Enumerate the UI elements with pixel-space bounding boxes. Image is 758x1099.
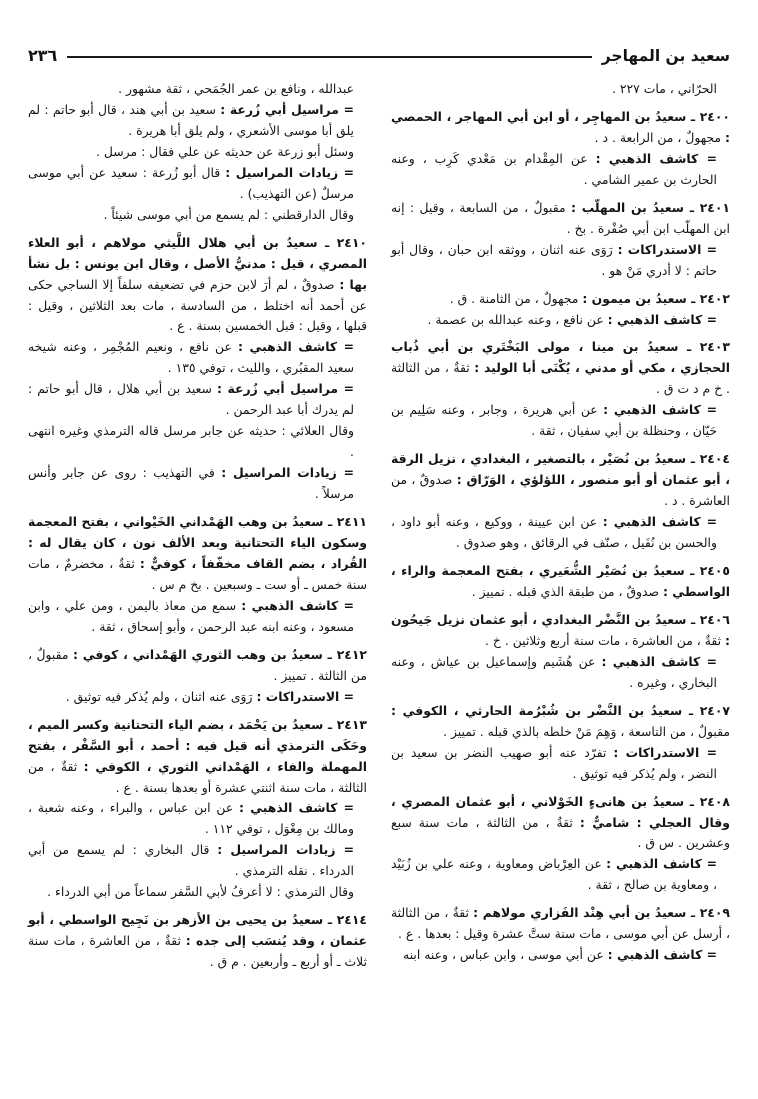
entry-body: ثقةٌ ، من الثالثة . خ م د ت ق . [391,360,730,397]
entry-body: ثقةٌ ، مخضرمٌ ، مات سنة خمس ـ أو ست ـ وسبعين . بخ م س . [28,555,367,592]
continuation-line: عبدالله ، ونافع بن عمر الجُمَحي ، ثقة مشهور . [118,81,354,96]
continuation-line: الحرّاني ، مات ٢٢٧ . [611,81,717,96]
entry-body: مقبولٌ ، من السابعة ، وقيل : إنه ابن المهلّب ابن أبي صُفْرة . بخ . [391,199,730,236]
column-left [28,79,367,973]
note-kashif [391,149,730,191]
note-istidrakat [28,687,367,708]
note-source: = كاشف الذهبي : [607,311,717,327]
continuation-line: وقال العلائي : حديثه عن جابر مرسل قاله الترمذي وغيره انتهى . [28,423,354,460]
note-kashif [28,798,367,840]
note-source: = كاشف الذهبي : [606,856,717,872]
note-text: عن العِرْباض ومعاوية ، وعنه علي بن زُبَيْد ، ومعاوية بن صالح ، ثقة . [391,856,717,893]
page-header [28,46,730,65]
entry-body: ثقةٌ ، من الثالثة ، مات سنة سبع وعشرين . س ق . [391,814,730,851]
entry-2408 [391,792,730,855]
entry-body: مجهولٌ ، من الثامنة . ق . [449,290,579,306]
entry-2413 [28,715,367,799]
note-source: = الاستدراكات : [613,744,717,760]
continuation-line: وقال الدارقطني : لم يسمع من أبي موسى شيئاً . [103,206,354,222]
note-kashif [391,310,730,331]
note-source: = كاشف الذهبي : [595,150,717,166]
note-text: عن هُشَيم وإسماعيل بن عياش ، وعنه البخاري ، وغيره . [391,653,717,690]
note-source: = كاشف الذهبي : [601,653,717,669]
note-text: سعيد بن أبي هلال ، قال أبو حاتم : لم يدرك أبا عبد الرحمن . [28,381,354,418]
entry-lead: ٢٤٠٩ ـ سعيدُ بن أبي هِنْد الفَزاري مولاهم : [473,905,730,921]
text-columns [28,79,730,973]
note-kashif [391,652,730,694]
running-head: سعيد بن المهاجر [601,46,730,65]
entry-2406 [391,610,730,652]
header-rule [67,56,591,58]
entry-body: ثقةٌ ، من العاشرة ، مات سنة ثلاث ـ أو أربع ـ وأربعين . م ق . [28,933,367,970]
note-kashif [391,512,730,554]
entry-body: ثقةٌ ، من العاشرة ، مات سنة أربع وثلاثين . خ . [485,632,722,648]
entry-2402 [391,289,730,310]
note-text: رَوَى عنه اثنان ، ولم يُذكر فيه توثيق . [65,688,253,704]
note-source: = كاشف الذهبي : [238,339,354,355]
note-kashif [28,596,367,638]
note-text: قال البخاري : لم يسمع من أبي الدرداء . نقله الترمذي . [28,842,354,879]
note-ziyadat [28,840,367,882]
entry-lead: ٢٤١٠ ـ سعيدُ بن أبي هلال اللَّيثي مولاهم ، أبو العلاء المصري ، قيل : مدنيُّ الأصل ، وقال ابن يونس : بل نشأ بها : [28,234,367,292]
entry-body: مقبولٌ ، من التاسعة ، وَهِمَ مَنْ خلطه بالذي قبله . تمييز . [443,723,730,739]
note-text: عن نافع ، ونعيم المُجْمِر ، وعنه شيخه سعيد المقبُري ، والليث ، توفي ١٣٥ . [28,339,354,376]
note-text: عن المِقْدام بن مَعْدي كَرِب ، وعنه الحارث بن عمير الشامي . [391,150,717,187]
entry-body: صدوقٌ ، من العاشرة . د . [391,472,730,509]
entry-lead: ٢٤١٢ ـ سعيدُ بن وهب الثوري الهَمْداني ، كوفي : [72,646,367,662]
note-text: سمع من معاذ باليمن ، ومن علي ، وابن مسعود ، وعنه ابنه عبد الرحمن ، وأبو إسحاق ، ثقة . [28,597,354,634]
entry-body: مجهولٌ ، من الرابعة . د . [594,129,722,145]
entry-2409 [391,903,730,945]
column-right [391,79,730,973]
note-text: عن أبي هريرة ، وجابر ، وعنه سَلِيم بن حَيّان ، وحنظلة بن أبي سفيان ، ثقة . [391,402,717,439]
note-text: سعيد بن أبي هند ، قال أبو حاتم : لم يلق أبا موسى الأشعري ، ولم يلق أبا هريرة . [28,101,354,138]
entry-2410 [28,233,367,338]
note-istidrakat [391,240,730,282]
entry-2404 [391,449,730,512]
page-number: ٢٣٦ [28,46,58,65]
note-text: رَوَى عنه اثنان ، ووثقه ابن حبان ، وقال أبو حاتم : لا أدري مَنْ هو . [391,241,717,278]
note-marasil [28,100,367,142]
note-source: = زيادات المراسيل : [217,842,354,858]
entry-lead: ٢٤٠٣ ـ سعيدُ بن مينا ، مولى البَخْتَري بن أبي ذُباب الحجازي ، مكي أو مدني ، يُكْنَى أبا الوليد : [391,339,730,376]
entry-lead: ٢٤٠٦ ـ سعيدُ بن النَّضْر البغدادي ، أبو عثمان نزيل جَيحُون : [391,611,730,648]
entry-2412 [28,645,367,687]
note-source: = كاشف الذهبي : [603,402,717,418]
note-source: = كاشف الذهبي : [607,947,717,963]
note-source: = كاشف الذهبي : [602,514,717,530]
entry-lead: ٢٤١٤ ـ سعيدُ بن يحيى بن الأزهر بن نَجِيح الواسطي ، أبو عثمان ، وقد يُنسَب إلى جده : [28,912,367,949]
note-kashif [391,945,730,966]
note-istidrakat [391,743,730,785]
continuation-line: وقال الترمذي : لا أعرفُ لأبي السَّفر سماعاً من أبي الدرداء . [47,884,354,900]
note-kashif [28,337,367,379]
note-source: = مراسيل أبي زُرعة : [220,101,354,117]
note-source: = مراسيل أبي زُرعة : [217,381,354,397]
note-kashif [391,400,730,442]
note-text: عن ابن عباس ، والبراء ، وعنه شعبة ، ومالك بن مِغْوَل ، توفي ١١٢ . [28,800,354,837]
note-source: = زيادات المراسيل : [221,465,354,481]
note-source: = كاشف الذهبي : [239,800,354,816]
entry-lead: ٢٤٠٨ ـ سعيدُ بن هانىءٍ الخَوْلاني ، أبو عثمان المصري ، وقال العجلي : شاميٌّ : [391,793,730,830]
note-text: تفرّد عنه أبو صهيب النضر بن سعيد بن النضر ، ولم يُذكر فيه توثيق . [391,744,717,781]
note-ziyadat [28,463,367,505]
entry-body: مقبولٌ ، من الثالثة . تمييز . [28,646,367,683]
note-text: عن أبي موسى ، وابن عباس ، وعنه ابنه [403,947,604,963]
entry-2414 [28,910,367,973]
entry-2405 [391,561,730,603]
entry-lead: ٢٤٠٧ ـ سعيدُ بن النَّضْر بن شُبْرُمة الحارثي ، الكوفي : [391,702,730,718]
entry-body: صدوقٌ ، لم أرَ لابن حزم في تضعيفه سلفاً إلا الساجي حكى عن أحمد أنه اختلط ، من السادسة ، مات بعد الثلاثين ، وقيل : قبلها ، وقيل : قبل الخمسين بسنة . ع . [28,276,367,334]
entry-lead: ٢٤٠١ ـ سعيدُ بن المهلّب : [571,199,730,215]
note-text: في التهذيب : روى عن جابر وأنس مرسلاً . [28,465,354,502]
note-source: = الاستدراكات : [617,241,717,257]
entry-body: صدوقٌ ، من طبقة الذي قبله . تمييز . [471,583,660,599]
entry-lead: ٢٤١١ ـ سعيدُ بن وهب الهَمْداني الخَيْواني ، بفتح المعجمة وسكون الياء التحتانية وبعد الألف نون ، كان يقال له : القُراد ، بضم القاف مخفّفاً ، كوفيٌّ : [28,514,367,571]
note-ziyadat [28,163,367,205]
note-source: = الاستدراكات : [256,688,354,704]
entry-2411 [28,512,367,596]
note-marasil [28,379,367,421]
entry-body: ثقةٌ ، من الثالثة ، مات سنة اثنتي عشرة أو بعدها بسنة . ع . [28,758,367,795]
note-text: عن نافع ، وعنه عبدالله بن عصمة . [427,311,604,327]
entry-lead: ٢٤٠٥ ـ سعيدُ بن نُصَيْر الشُّعَيري ، بفتح المعجمة والراء ، الواسطي : [391,563,730,599]
note-source: = كاشف الذهبي : [241,597,354,613]
entry-lead: ٢٤٠٢ ـ سعيدُ بن ميمون : [582,290,730,306]
entry-lead: ٢٤١٣ ـ سعيدُ بن يَحْمَد ، بضم الياء التحتانية وكسر الميم ، وحَكَى الترمذي أنه قيل فيه : أحمد ، أبو السَّفْر ، بفتح المهملة والفاء ، الهَمْداني الثوري ، الكوفي : [28,716,367,774]
entry-2400 [391,107,730,149]
note-text: عن ابن عيينة ، ووكيع ، وعنه أبو داود ، والحسن بن نُفَيل ، صنّف في الرقائق ، وهو صدوق . [391,514,717,551]
entry-body: ثقةٌ ، من الثالثة ، أرسل عن أبي موسى ، مات سنة ستَّ عشرة وقيل : بعدها . ع . [391,905,730,942]
note-kashif [391,854,730,896]
entry-lead: ٢٤٠٠ ـ سعيدُ بن المهاجِر ، أو ابن أبي المهاجر ، الحمصي : [391,108,730,145]
entry-2401 [391,198,730,240]
note-text: قال أبو زُرعة : سعيد عن أبي موسى مرسلٌ (عن التهذيب) . [28,164,354,201]
entry-2407 [391,701,730,743]
continuation-line: وسئل أبو زرعة عن حديثه عن علي فقال : مرسل . [96,143,354,159]
entry-lead: ٢٤٠٤ ـ سعيدُ بن نُصَيْر ، بالتصغير ، البغدادي ، نزيل الرقة ، أبو عثمان أو أبو منصور ، اللؤلؤي ، الوَرّاق : [391,451,730,488]
entry-2403 [391,337,730,400]
note-source: = زيادات المراسيل : [225,164,354,180]
